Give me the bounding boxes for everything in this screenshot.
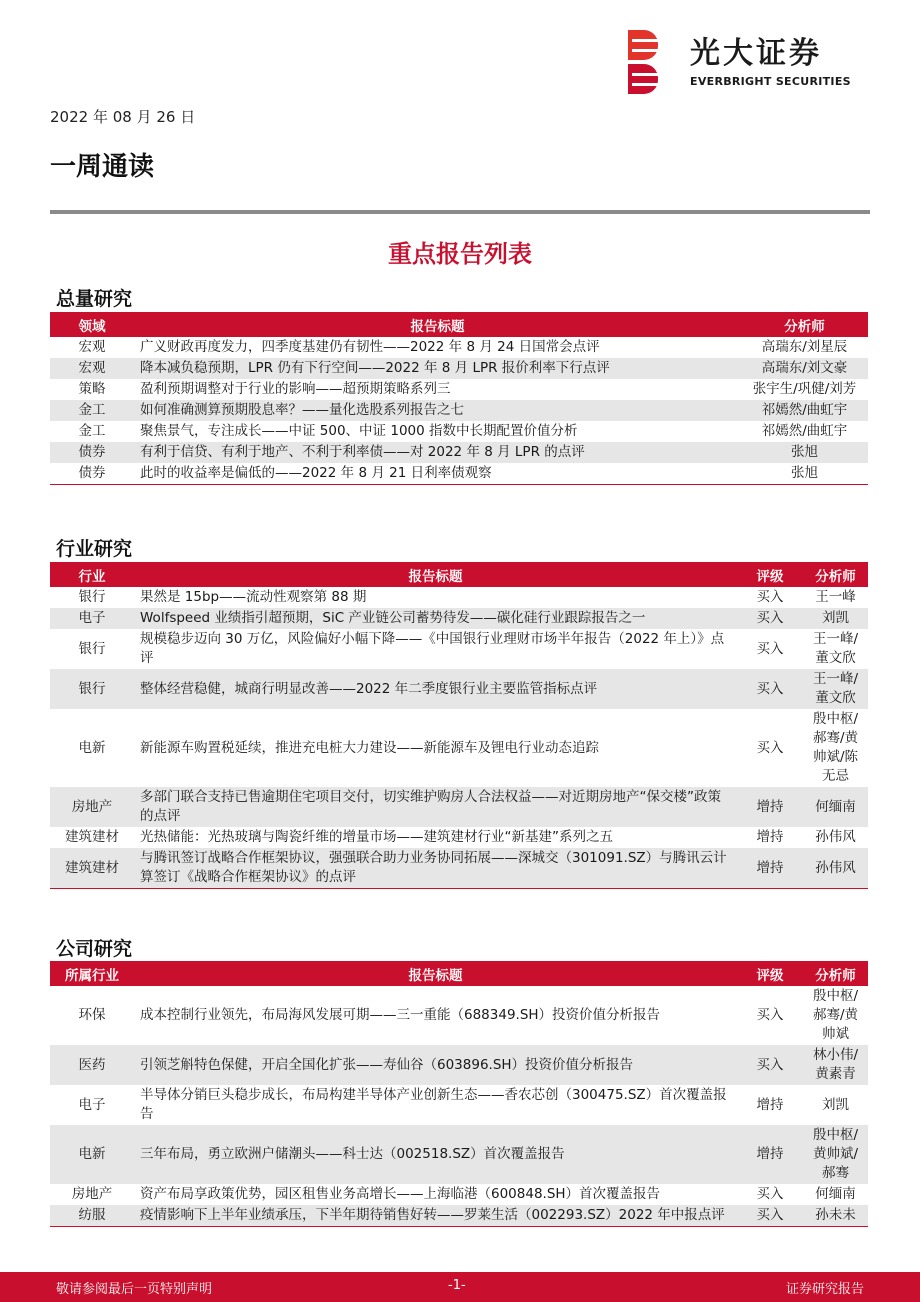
field-cell: 建筑建材	[50, 848, 134, 889]
rating-cell: 买入	[737, 669, 803, 709]
field-cell: 策略	[78, 381, 106, 397]
analyst-cell: 刘凯	[822, 1096, 849, 1113]
analyst-cell: 孙伟风	[803, 848, 868, 889]
report-title-cell: 多部门联合支持已售逾期住宅项目交付，切实维护购房人合法权益——对近期房地产“保交楼”政策的点评	[134, 787, 737, 827]
analyst-cell: 孙伟风	[815, 829, 856, 845]
table-row	[50, 669, 868, 709]
macro-section-title: 总量研究	[56, 288, 133, 310]
table-row	[50, 629, 868, 669]
table-header-row	[50, 312, 868, 337]
field-cell: 电新	[50, 1125, 134, 1184]
analyst-cell: 张旭	[741, 442, 868, 463]
table-row	[50, 358, 868, 379]
rating-cell: 买入	[737, 1205, 803, 1227]
logo-chinese-name: 光大证券	[690, 35, 822, 71]
table-row	[50, 1045, 868, 1085]
report-title-cell: 降本减负稳预期，LPR 仍有下行空间——2022 年 8 月 LPR 报价利率下行点评	[134, 358, 741, 379]
logo-mark-icon	[628, 30, 674, 94]
column-header: 评级	[737, 562, 803, 587]
table-row	[50, 608, 868, 629]
report-title-cell: 三年布局，勇立欧洲户储潮头——科士达（002518.SZ）首次覆盖报告	[134, 1125, 737, 1184]
rating-cell: 买入	[756, 739, 784, 756]
table-row	[50, 1085, 868, 1125]
analyst-cell: 高瑞东/刘星辰	[761, 339, 848, 355]
report-title-cell: Wolfspeed 业绩指引超预期，SiC 产业链公司蓄势待发——碳化硅行业跟踪报告之一	[134, 608, 737, 629]
company-logo	[628, 30, 851, 94]
document-heading: 重点报告列表	[388, 240, 532, 268]
field-cell: 金工	[50, 400, 134, 421]
field-cell: 电子	[50, 608, 134, 629]
analyst-cell: 张宇生/巩健/刘芳	[752, 381, 857, 397]
rating-cell: 买入	[737, 1045, 803, 1085]
analyst-cell: 高瑞东/刘文豪	[741, 358, 868, 379]
table-row	[50, 848, 868, 889]
field-cell: 纺服	[50, 1205, 134, 1227]
table-header-row	[50, 562, 868, 587]
rating-cell: 买入	[756, 589, 784, 605]
analyst-cell: 何缅南	[815, 1186, 856, 1202]
analyst-cell: 刘凯	[803, 608, 868, 629]
field-cell: 电子	[78, 1096, 106, 1113]
rating-cell: 增持	[737, 848, 803, 889]
rating-cell: 买入	[756, 1007, 784, 1023]
report-title-cell: 新能源车购置税延续，推进充电桩大力建设——新能源车及锂电行业动态追踪	[140, 739, 599, 756]
rating-cell: 买入	[756, 640, 784, 657]
field-cell: 宏观	[50, 358, 134, 379]
column-header: 所属行业	[50, 961, 134, 986]
table-row	[50, 787, 868, 827]
report-title-cell: 整体经营稳健，城商行明显改善——2022 年二季度银行业主要监管指标点评	[134, 669, 737, 709]
report-title-cell: 光热储能：光热玻璃与陶瓷纤维的增量市场——建筑建材行业“新基建”系列之五	[140, 829, 613, 845]
table-row	[50, 709, 868, 787]
column-header: 评级	[737, 961, 803, 986]
rating-cell: 增持	[737, 787, 803, 827]
field-cell: 银行	[78, 589, 106, 605]
column-header: 报告标题	[134, 961, 737, 986]
rating-cell: 买入	[737, 608, 803, 629]
rating-cell: 买入	[756, 1186, 784, 1202]
field-cell: 银行	[78, 640, 106, 657]
header-divider	[50, 210, 870, 214]
rating-cell: 增持	[756, 829, 784, 845]
table-row	[50, 1184, 868, 1205]
analyst-cell: 殷中枢/黄帅斌/郝骞	[803, 1125, 868, 1184]
company-report-table	[50, 961, 868, 1227]
report-title-cell: 此时的收益率是偏低的——2022 年 8 月 21 日利率债观察	[134, 463, 741, 485]
table-row	[50, 421, 868, 442]
footer-page-number: -1-	[448, 1278, 466, 1293]
analyst-cell: 孙未未	[803, 1205, 868, 1227]
macro-report-table	[50, 312, 868, 485]
rating-cell: 增持	[756, 1096, 784, 1113]
analyst-cell: 林小伟/黄素青	[803, 1045, 868, 1085]
column-header: 领域	[50, 312, 134, 337]
table-header-row	[50, 961, 868, 986]
report-title-cell: 如何准确测算预期股息率？——量化选股系列报告之七	[134, 400, 741, 421]
column-header: 分析师	[741, 312, 868, 337]
field-cell: 环保	[78, 1007, 106, 1023]
analyst-cell: 殷中枢/郝骞/黄帅斌/陈无忌	[812, 711, 859, 784]
report-date: 2022 年 08 月 26 日	[50, 108, 196, 126]
table-row	[50, 986, 868, 1045]
field-cell: 建筑建材	[65, 829, 119, 845]
report-title-cell: 规模稳步迈向 30 万亿，风险偏好小幅下降——《中国银行业理财市场半年报告（2022 年上）》点评	[140, 631, 725, 666]
field-cell: 金工	[78, 423, 106, 439]
column-header: 分析师	[803, 961, 868, 986]
column-header: 行业	[50, 562, 134, 587]
table-row	[50, 442, 868, 463]
table-row	[50, 587, 868, 608]
table-row	[50, 400, 868, 421]
analyst-cell: 王一峰	[815, 589, 856, 605]
report-title-cell: 与腾讯签订战略合作框架协议，强强联合助力业务协同拓展——深城交（301091.SZ）与腾讯云计算签订《战略合作框架协议》的点评	[134, 848, 737, 889]
field-cell: 医药	[50, 1045, 134, 1085]
analyst-cell: 祁嫣然/曲虹宇	[741, 400, 868, 421]
analyst-cell: 张旭	[741, 463, 868, 485]
page-title: 一周通读	[50, 152, 155, 182]
report-title-cell: 成本控制行业领先，布局海风发展可期——三一重能（688349.SH）投资价值分析报告	[140, 1007, 661, 1023]
page-footer	[0, 1272, 920, 1302]
analyst-cell: 何缅南	[803, 787, 868, 827]
table-row	[50, 1205, 868, 1227]
report-title-cell: 资产布局享政策优势，园区租售业务高增长——上海临港（600848.SH）首次覆盖报告	[140, 1186, 661, 1202]
field-cell: 房地产	[50, 787, 134, 827]
table-row	[50, 379, 868, 400]
analyst-cell: 王一峰/董文欣	[812, 631, 859, 666]
field-cell: 债券	[50, 442, 134, 463]
analyst-cell: 殷中枢/郝骞/黄帅斌	[812, 988, 859, 1042]
column-header: 报告标题	[134, 312, 741, 337]
company-section-title: 公司研究	[56, 938, 133, 960]
report-title-cell: 半导体分销巨头稳步成长，布局构建半导体产业创新生态——香农芯创（300475.SZ）首次覆盖报告	[140, 1087, 727, 1122]
report-title-cell: 盈利预期调整对于行业的影响——超预期策略系列三	[140, 381, 451, 397]
field-cell: 债券	[50, 463, 134, 485]
field-cell: 宏观	[78, 339, 106, 355]
footer-report-type: 证券研究报告	[785, 1282, 864, 1297]
footer-disclaimer: 敬请参阅最后一页特别声明	[56, 1282, 213, 1297]
table-row	[50, 337, 868, 358]
analyst-cell: 祁嫣然/曲虹宇	[761, 423, 848, 439]
table-row	[50, 827, 868, 848]
industry-section-title: 行业研究	[56, 538, 133, 560]
table-row	[50, 463, 868, 485]
report-title-cell: 聚焦景气，专注成长——中证 500、中证 1000 指数中长期配置价值分析	[140, 423, 578, 439]
report-title-cell: 果然是 15bp——流动性观察第 88 期	[140, 589, 367, 605]
column-header: 报告标题	[134, 562, 737, 587]
column-header: 分析师	[803, 562, 868, 587]
analyst-cell: 王一峰/董文欣	[803, 669, 868, 709]
field-cell: 电新	[78, 739, 106, 756]
logo-english-name: EVERBRIGHT SECURITIES	[690, 74, 851, 88]
report-title-cell: 疫情影响下上半年业绩承压，下半年期待销售好转——罗莱生活（002293.SZ）2022 年中报点评	[134, 1205, 737, 1227]
report-title-cell: 广义财政再度发力，四季度基建仍有韧性——2022 年 8 月 24 日国常会点评	[140, 339, 600, 355]
report-title-cell: 引领芝斛特色保健，开启全国化扩张——寿仙谷（603896.SH）投资价值分析报告	[134, 1045, 737, 1085]
industry-report-table	[50, 562, 868, 889]
field-cell: 房地产	[71, 1186, 113, 1202]
report-title-cell: 有利于信贷、有利于地产、不利于利率债——对 2022 年 8 月 LPR 的点评	[134, 442, 741, 463]
rating-cell: 增持	[737, 1125, 803, 1184]
table-row	[50, 1125, 868, 1184]
field-cell: 银行	[50, 669, 134, 709]
